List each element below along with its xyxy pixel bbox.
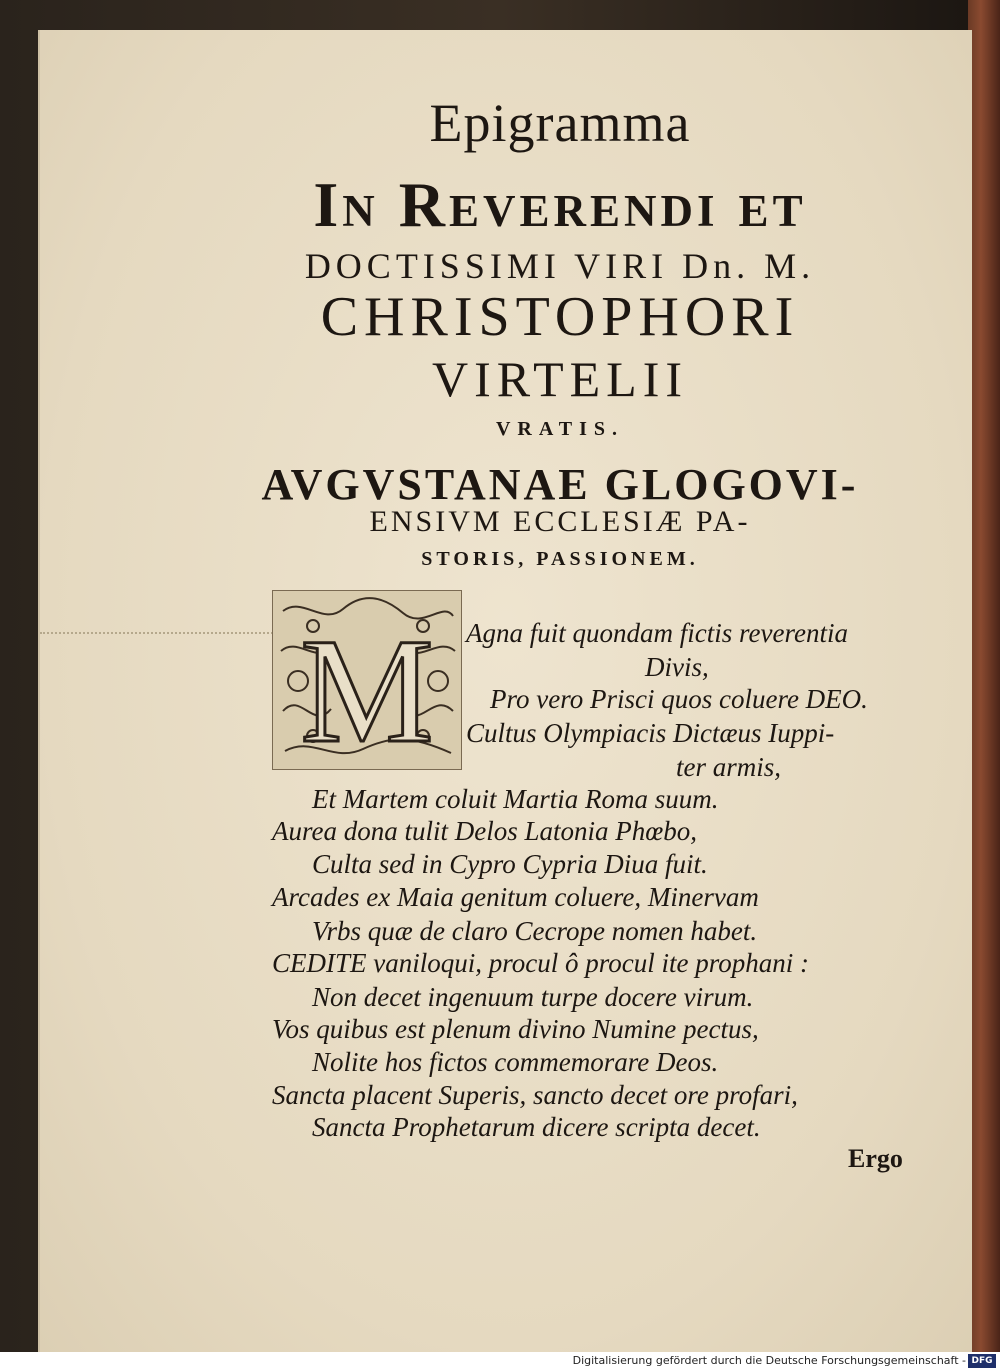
title-vratis: VRATIS.	[495, 418, 625, 440]
ornamental-initial	[272, 590, 462, 770]
catchword: Ergo	[848, 1144, 903, 1173]
verse-line: Vrbs quæ de claro Cecrope nomen habet.	[312, 916, 758, 946]
verse-line: CEDITE vaniloqui, procul ô procul ite prophani :	[272, 948, 809, 978]
verse-line: Vos quibus est plenum divino Numine pectus,	[272, 1014, 759, 1044]
footer-bar	[0, 1352, 1000, 1371]
verse-line: Pro vero Prisci quos coluere DEO.	[490, 684, 868, 714]
verse-line: Cultus Olympiacis Dictæus Iuppi-	[466, 718, 835, 748]
title-in-reverendi: In Reverendi et	[313, 169, 807, 240]
verse-line: Arcades ex Maia genitum coluere, Minervam	[272, 882, 759, 912]
svg-text:M: M	[300, 608, 434, 769]
verse-line: Et Martem coluit Martia Roma suum.	[312, 784, 719, 814]
verse-line: Aurea dona tulit Delos Latonia Phœbo,	[272, 816, 697, 846]
dfg-logo[interactable]: DFG	[968, 1354, 996, 1368]
verse-line: Non decet ingenuum turpe docere virum.	[312, 982, 754, 1012]
title-augustanae: AVGVSTANAE GLOGOVI-	[261, 460, 859, 509]
verse-line: Nolite hos fictos commemorare Deos.	[312, 1047, 719, 1077]
title-virtelii: VIRTELII	[431, 351, 689, 407]
ornament-icon	[273, 591, 461, 769]
title-epigramma: Epigramma	[429, 93, 691, 153]
dotted-rule	[40, 632, 305, 634]
verse-line: Sancta Prophetarum dicere scripta decet.	[312, 1112, 761, 1142]
title-storis: STORIS, PASSIONEM.	[421, 548, 699, 570]
title-doctissimi: DOCTISSIMI VIRI Dn. M.	[304, 246, 816, 286]
verse-line: Divis,	[645, 652, 709, 682]
verse-line: ter armis,	[676, 752, 782, 782]
verse-line: Culta sed in Cypro Cypria Diua fuit.	[312, 849, 708, 879]
verse-line: Sancta placent Superis, sancto decet ore profari,	[272, 1080, 798, 1110]
footer-credit: Digitalisierung gefördert durch die Deutsche Forschungsgemeinschaft -	[572, 1354, 966, 1367]
title-christophori: CHRISTOPHORI	[320, 286, 800, 348]
verse-line: Agna fuit quondam fictis reverentia	[466, 618, 848, 648]
title-ensium: ENSIVM ECCLESIÆ PA-	[369, 505, 751, 538]
